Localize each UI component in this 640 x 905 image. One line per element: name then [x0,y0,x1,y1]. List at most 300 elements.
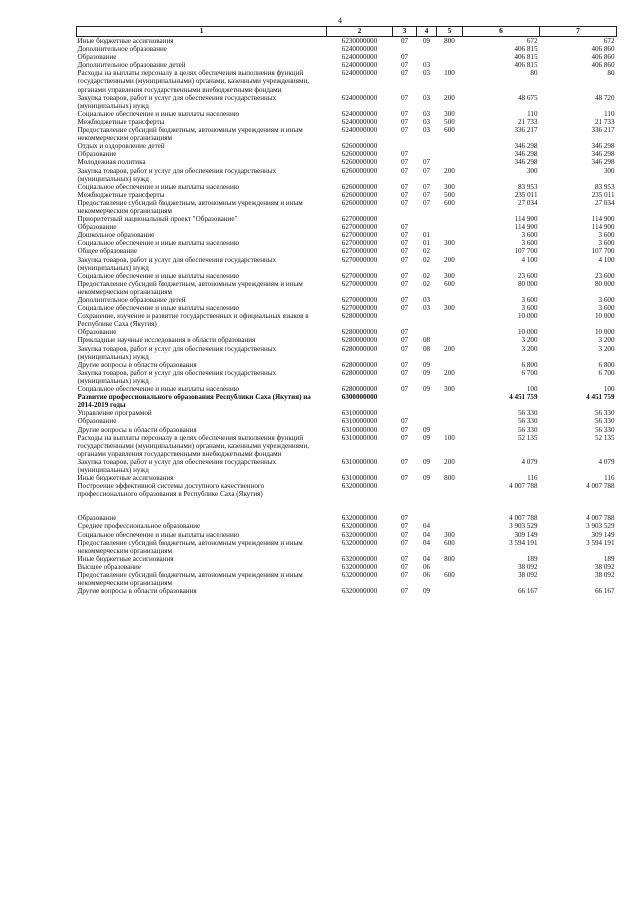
row-value-col7: 27 034 [594,198,615,207]
row-value-col6: 10 000 [517,312,538,321]
row-expense-type [437,150,463,158]
row-name: Закупка товаров, работ и услуг для обеспечения государственных (муниципальных) нужд [77,457,277,474]
row-value-col7: 336 217 [591,126,615,135]
row-value-col7: 406 860 [591,61,615,70]
row-value-col6: 3 200 [521,344,538,353]
table-row [77,385,617,393]
row-code: 6280000000 [341,360,378,369]
row-value-col7: 3 600 [598,231,615,240]
row-value-col7: 23 600 [594,271,615,280]
row-expense-type: 300 [444,385,455,394]
row-code: 6320000000 [341,538,378,547]
row-value-col6: 4 079 [521,457,538,466]
row-name: Социальное обеспечение и иные выплаты населению [77,182,240,191]
row-value-col6: 4 007 788 [509,482,538,491]
row-section: 07 [400,117,409,126]
row-name: Образование [77,53,117,62]
row-value-col6: 672 [526,37,538,45]
row-value-col6: 346 298 [514,142,538,151]
row-name: Образование [77,514,117,523]
row-section: 07 [400,69,409,78]
row-value-col7: 83 953 [594,182,615,191]
row-value-col7: 48 720 [594,93,615,102]
row-value-col7: 309 149 [591,530,615,539]
row-expense-type [437,328,463,336]
row-expense-type: 800 [444,474,455,483]
row-value-col6: 56 330 [517,409,538,418]
row-code: 6270000000 [341,239,378,248]
table-header-row [77,27,617,37]
row-name: Управление программой [77,409,152,418]
row-expense-type: 200 [444,93,455,102]
row-value-col7: 4 007 788 [586,482,615,491]
row-name: Другие вопросы в области образования [77,587,197,596]
row-expense-type: 600 [444,571,455,579]
row-section: 07 [400,190,409,199]
row-value-col7: 406 860 [591,45,615,54]
table-row [77,94,617,110]
row-code: 6270000000 [341,255,378,264]
row-expense-type: 100 [444,433,455,442]
row-value-col6: 80 [530,69,538,78]
table-row [77,514,617,522]
row-value-col6: 66 167 [517,587,538,596]
row-value-col6: 110 [527,109,538,118]
row-subsection: 02 [422,271,431,280]
row-value-col7: 3 594 191 [586,538,615,547]
row-expense-type [437,482,463,498]
row-expense-type: 200 [444,166,455,175]
row-value-col7: 107 700 [591,247,615,256]
row-value-col7: 6 800 [598,360,615,369]
table-row [77,69,617,93]
header-col-6: 6 [463,27,540,37]
row-section: 07 [400,271,409,280]
row-subsection: 07 [422,182,431,191]
row-expense-type [437,336,463,344]
row-name: Дополнительное образование [77,45,167,54]
row-subsection: 06 [422,571,431,579]
row-subsection [417,482,437,498]
row-name: Прикладные научные исследования в области образования [77,336,256,345]
row-section: 07 [400,198,409,207]
row-value-col6: 189 [526,554,538,563]
row-code: 6270000000 [341,279,378,288]
row-expense-type: 300 [444,304,455,313]
row-subsection: 04 [422,538,431,547]
row-value-col7: 110 [604,109,615,118]
row-value-col6: 4 100 [521,255,538,264]
row-value-col7: 116 [604,474,615,483]
row-section: 07 [400,296,409,304]
row-name: Расходы на выплаты персоналу в целях обеспечения выполнения функций государственными (муниципальными) органами, казенными учреждениями, органами управления государственными внебюджетными фондами [77,433,310,458]
table-row [77,393,617,409]
row-value-col6: 114 900 [514,223,538,232]
row-section: 07 [400,239,409,248]
row-name: Приоритетный национальный проект "Образование" [77,215,238,224]
row-code: 6280000000 [341,368,378,377]
row-value-col6: 10 000 [517,328,538,337]
table-row [77,345,617,361]
row-value-col6: 235 011 [514,190,538,199]
row-name: Социальное обеспечение и иные выплаты населению [77,385,240,394]
row-expense-type [437,409,463,417]
row-subsection: 09 [422,385,431,394]
header-col-5: 5 [437,27,463,37]
row-subsection: 09 [422,425,431,434]
row-name: Социальное обеспечение и иные выплаты населению [77,109,240,118]
row-expense-type: 800 [444,554,455,563]
row-code: 6240000000 [341,117,378,126]
row-expense-type: 300 [444,271,455,280]
row-code: 6320000000 [341,587,378,596]
row-code: 6320000000 [341,530,378,539]
table-row [77,361,617,369]
row-value-col7: 38 092 [594,562,615,571]
row-subsection: 03 [422,109,431,118]
row-expense-type [437,247,463,255]
row-section: 07 [400,53,409,62]
row-value-col6: 27 034 [517,198,538,207]
row-subsection: 03 [422,61,431,70]
row-value-col6: 100 [526,385,538,394]
row-value-col6: 21 733 [517,117,538,126]
row-section: 07 [400,425,409,434]
row-name: Дополнительное образование детей [77,296,186,304]
row-name: Другие вопросы в области образования [77,360,197,369]
table-row [77,191,617,199]
row-subsection [417,328,437,336]
row-section: 07 [400,158,409,167]
row-section: 07 [400,61,409,70]
row-value-col6: 309 149 [514,530,538,539]
row-value-col6: 23 600 [517,271,538,280]
row-section: 07 [400,166,409,175]
row-section: 07 [400,385,409,394]
row-subsection [417,393,437,409]
row-subsection: 04 [422,554,431,563]
row-name: Дошкольное образование [77,231,155,240]
table-row [77,53,617,61]
row-name: Закупка товаров, работ и услуг для обеспечения государственных (муниципальных) нужд [77,368,277,385]
row-section: 07 [400,344,409,353]
row-expense-type: 800 [444,37,455,45]
row-name: Построение эффективной системы доступного качественного профессионального образования в Республике Саха (Якутия) [77,482,265,499]
row-subsection: 09 [422,433,431,442]
row-name: Закупка товаров, работ и услуг для обеспечения государственных (муниципальных) нужд [77,344,277,361]
row-subsection: 02 [422,247,431,256]
row-section [393,312,417,328]
row-value-col7: 3 903 529 [586,522,615,531]
row-value-col6: 346 298 [514,150,538,159]
row-name: Закупка товаров, работ и услуг для обеспечения государственных (муниципальных) нужд [77,255,277,272]
row-code: 6270000000 [341,215,378,224]
table-row [77,522,617,530]
row-value-col7: 346 298 [591,142,615,151]
row-value-col7: 100 [603,385,615,394]
row-value-col7: 10 000 [594,328,615,337]
row-code: 6240000000 [341,109,378,118]
row-value-col7: 38 092 [594,571,615,579]
row-subsection: 09 [422,457,431,466]
table-row [77,199,617,215]
row-subsection: 07 [422,190,431,199]
table-row [77,231,617,239]
row-section [393,142,417,150]
row-value-col6: 6 700 [521,368,538,377]
row-value-col6: 3 600 [521,296,538,304]
row-value-col6: 336 217 [514,126,538,135]
row-name: Предоставление субсидий бюджетным, автономным учреждениям и иным некоммерческим организациям [77,126,303,143]
header-col-2: 2 [327,27,393,37]
row-value-col7: 66 167 [594,587,615,596]
table-row [77,336,617,344]
row-name: Предоставление субсидий бюджетным, автономным учреждениям и иным некоммерческим организациям [77,571,303,588]
row-expense-type: 200 [444,368,455,377]
row-section [393,45,417,53]
row-value-col7: 3 200 [598,344,615,353]
row-expense-type [437,231,463,239]
row-expense-type: 600 [444,538,455,547]
row-value-col6: 116 [527,474,538,483]
row-name: Социальное обеспечение и иные выплаты населению [77,304,240,313]
row-section: 07 [400,514,409,523]
row-value-col6: 83 953 [517,182,538,191]
row-name: Сохранение, изучение и развитие государственных и официальных языков в Республике Саха (Якутия) [77,312,309,329]
row-code: 6300000000 [341,393,378,402]
row-section [393,215,417,223]
row-name: Образование [77,150,117,159]
table-row [77,409,617,417]
table-row [77,555,617,563]
row-code: 6270000000 [341,271,378,280]
row-expense-type [437,61,463,69]
row-subsection [417,409,437,417]
row-expense-type: 300 [444,182,455,191]
row-value-col6: 52 135 [517,433,538,442]
row-name: Иные бюджетные ассигнования [77,554,174,563]
table-row [77,539,617,555]
table-row [77,118,617,126]
header-col-7: 7 [540,27,617,37]
row-section: 07 [400,231,409,240]
table-row [77,482,617,498]
row-value-col7: 300 [603,166,615,175]
row-name: Образование [77,328,117,337]
row-value-col6: 6 800 [521,360,538,369]
row-expense-type [437,522,463,530]
row-subsection: 01 [422,231,431,240]
row-code: 6280000000 [341,328,378,337]
row-expense-type: 300 [444,239,455,248]
header-col-1: 1 [77,27,327,37]
row-expense-type [437,312,463,328]
table-row [77,167,617,183]
row-value-col7: 4 100 [598,255,615,264]
row-value-col7: 10 000 [594,312,615,321]
row-section: 07 [400,360,409,369]
row-code: 6270000000 [341,223,378,232]
row-name: Иные бюджетные ассигнования [77,474,174,483]
row-spacer [77,498,617,514]
row-subsection: 07 [422,158,431,167]
row-code: 6310000000 [341,417,378,426]
row-subsection [417,150,437,158]
row-code: 6320000000 [341,514,378,523]
row-name: Другие вопросы в области образования [77,425,197,434]
row-code: 6230000000 [341,37,378,45]
row-expense-type: 200 [444,255,455,264]
row-code: 6270000000 [341,247,378,256]
row-code: 6280000000 [341,336,378,345]
row-subsection: 03 [422,93,431,102]
row-expense-type: 600 [444,279,455,288]
row-expense-type [437,393,463,409]
row-section: 07 [400,182,409,191]
table-row [77,215,617,223]
row-spacer-cell [77,498,617,514]
row-subsection: 07 [422,166,431,175]
row-name: Развитие профессионального образования Республики Саха (Якутия) на 2014-2019 годы [77,393,311,410]
row-code: 6320000000 [341,571,378,579]
row-section: 07 [400,336,409,345]
row-code: 6240000000 [341,45,378,54]
row-section [393,409,417,417]
row-section: 07 [400,474,409,483]
row-subsection: 09 [422,368,431,377]
table-row [77,587,617,595]
row-value-col6: 3 200 [521,336,538,345]
row-value-col7: 56 330 [594,409,615,418]
row-code: 6240000000 [341,69,378,78]
row-name: Предоставление субсидий бюджетным, автономным учреждениям и иным некоммерческим организациям [77,279,303,296]
row-section: 07 [400,538,409,547]
row-section: 07 [400,93,409,102]
row-code: 6240000000 [341,61,378,70]
table-row [77,126,617,142]
row-subsection: 09 [422,360,431,369]
row-expense-type [437,563,463,571]
row-name: Межбюджетные трансферты [77,117,165,126]
table-row [77,158,617,166]
row-subsection: 07 [422,198,431,207]
row-value-col6: 3 594 191 [509,538,538,547]
row-value-col7: 346 298 [591,158,615,167]
row-value-col7: 189 [603,554,615,563]
row-value-col7: 21 733 [594,117,615,126]
row-name: Отдых и оздоровление детей [77,142,165,151]
table-row [77,247,617,255]
row-value-col6: 406 815 [514,45,538,54]
row-name: Иные бюджетные ассигнования [77,37,174,45]
row-expense-type [437,215,463,223]
row-name: Предоставление субсидий бюджетным, автономным учреждениям и иным некоммерческим организациям [77,538,303,555]
row-subsection: 08 [422,336,431,345]
row-expense-type [437,223,463,231]
row-expense-type [437,158,463,166]
row-value-col6: 48 675 [517,93,538,102]
row-section: 07 [400,304,409,313]
row-code: 6280000000 [341,344,378,353]
row-name: Высшее образование [77,562,141,571]
row-section [393,393,417,409]
row-subsection [417,312,437,328]
row-expense-type: 300 [444,109,455,118]
table-row [77,280,617,296]
row-subsection: 01 [422,239,431,248]
row-value-col7: 6 700 [598,368,615,377]
row-expense-type [437,417,463,425]
table-row [77,434,617,458]
row-value-col6: 406 815 [514,53,538,62]
row-value-col6: 4 007 788 [509,514,538,523]
row-expense-type [437,296,463,304]
row-code: 6320000000 [341,562,378,571]
row-value-col7: 3 600 [598,296,615,304]
table-row [77,312,617,328]
table-row [77,37,617,46]
row-code: 6260000000 [341,150,378,159]
row-code: 6260000000 [341,182,378,191]
row-section: 07 [400,279,409,288]
row-code: 6270000000 [341,231,378,240]
row-subsection [417,45,437,53]
row-value-col7: 346 298 [591,150,615,159]
row-code: 6310000000 [341,409,378,418]
table-row [77,256,617,272]
row-section: 07 [400,571,409,579]
row-subsection: 06 [422,562,431,571]
table-row [77,328,617,336]
row-code: 6310000000 [341,425,378,434]
row-section [393,482,417,498]
row-expense-type [437,53,463,61]
row-value-col7: 4 079 [598,457,615,466]
row-name: Образование [77,417,117,426]
table-row [77,239,617,247]
row-section: 07 [400,368,409,377]
row-value-col7: 3 200 [598,336,615,345]
row-code: 6270000000 [341,304,378,313]
row-name: Межбюджетные трансферты [77,190,165,199]
row-expense-type: 300 [444,530,455,539]
row-section: 07 [400,109,409,118]
row-value-col7: 80 [607,69,615,78]
row-section: 07 [400,457,409,466]
table-row [77,110,617,118]
row-value-col6: 56 330 [517,425,538,434]
row-subsection: 09 [422,474,431,483]
row-value-col6: 107 700 [514,247,538,256]
row-code: 6240000000 [341,93,378,102]
row-subsection [417,53,437,61]
row-subsection: 03 [422,117,431,126]
row-expense-type: 500 [444,190,455,199]
row-section: 07 [400,433,409,442]
row-subsection: 03 [422,304,431,313]
table-row [77,183,617,191]
table-row [77,150,617,158]
row-name: Расходы на выплаты персоналу в целях обеспечения выполнения функций государственными (муниципальными) органами, казенными учреждениями, органами управления государственными внебюджетными фондами [77,69,310,94]
table-row [77,369,617,385]
row-value-col6: 80 000 [517,279,538,288]
table-body [77,37,617,596]
row-expense-type [437,426,463,434]
row-name: Социальное обеспечение и иные выплаты населению [77,271,240,280]
row-subsection [417,417,437,425]
row-section: 07 [400,150,409,159]
row-code: 6280000000 [341,385,378,394]
